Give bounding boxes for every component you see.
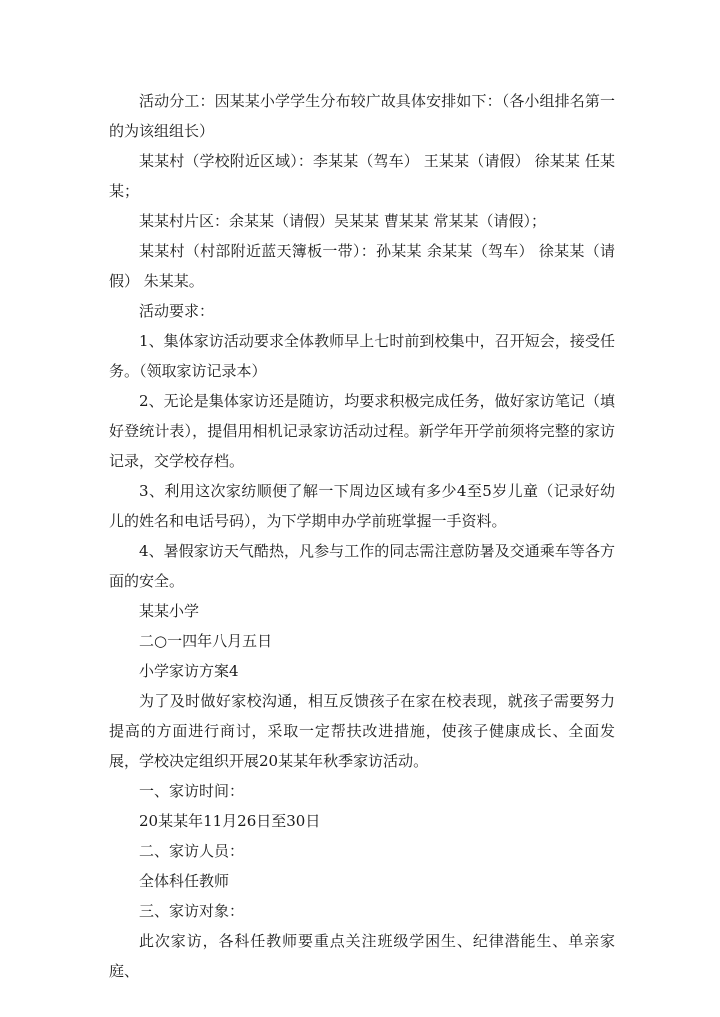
paragraph-group-village-school: 某某村（学校附近区域）：李某某（驾车） 王某某（请假） 徐某某 任某某； <box>109 152 615 200</box>
value-visit-time: 20某某年11月26日至30日 <box>139 812 321 830</box>
heading-activity-requirements: 活动要求： <box>139 302 215 320</box>
paragraph-plan-intro: 为了及时做好家校沟通，相互反馈孩子在家在校表现，就孩子需要努力提高的方面进行商讨，采取一定帮扶改进措施，使孩子健康成长、全面发展，学校决定组织开展20某某年秋季家访活动。 <box>109 692 615 770</box>
paragraph-group-village-area: 某某村片区：余某某（请假）吴某某 曹某某 常某某（请假）； <box>139 212 547 230</box>
heading-visit-time: 一、家访时间： <box>139 782 245 800</box>
requirement-item-2: 2、无论是集体家访还是随访，均要求积极完成任务，做好家访笔记（填好登统计表），提倡用相机记录家访活动过程。新学年开学前须将完整的家访记录，交学校存档。 <box>109 392 615 470</box>
requirement-item-1: 1、集体家访活动要求全体教师早上七时前到校集中，召开短会，接受任务。（领取家访记录本） <box>109 332 615 380</box>
signature-school: 某某小学 <box>139 602 200 620</box>
section-title-plan-4: 小学家访方案4 <box>139 662 239 680</box>
paragraph-group-village-hq: 某某村（村部附近蓝天簿板一带）：孙某某 余某某（驾车） 徐某某（请假） 朱某某。 <box>109 242 615 290</box>
signature-date: 二○一四年八月五日 <box>139 632 273 650</box>
heading-visit-personnel: 二、家访人员： <box>139 842 245 860</box>
paragraph-visit-targets: 此次家访，各科任教师要重点关注班级学困生、纪律潜能生、单亲家庭、 <box>109 932 615 980</box>
requirement-item-4: 4、暑假家访天气酷热，凡参与工作的同志需注意防暑及交通乘车等各方面的安全。 <box>109 542 615 590</box>
value-visit-personnel: 全体科任教师 <box>139 872 230 890</box>
document-page <box>109 86 615 986</box>
paragraph-division-of-work: 活动分工：因某某小学学生分布较广故具体安排如下：（各小组排名第一的为该组组长） <box>109 92 615 140</box>
heading-visit-targets: 三、家访对象： <box>139 902 245 920</box>
requirement-item-3: 3、利用这次家纺顺便了解一下周边区域有多少4至5岁儿童（记录好幼儿的姓名和电话号码），为下学期申办学前班掌握一手资料。 <box>109 482 615 530</box>
